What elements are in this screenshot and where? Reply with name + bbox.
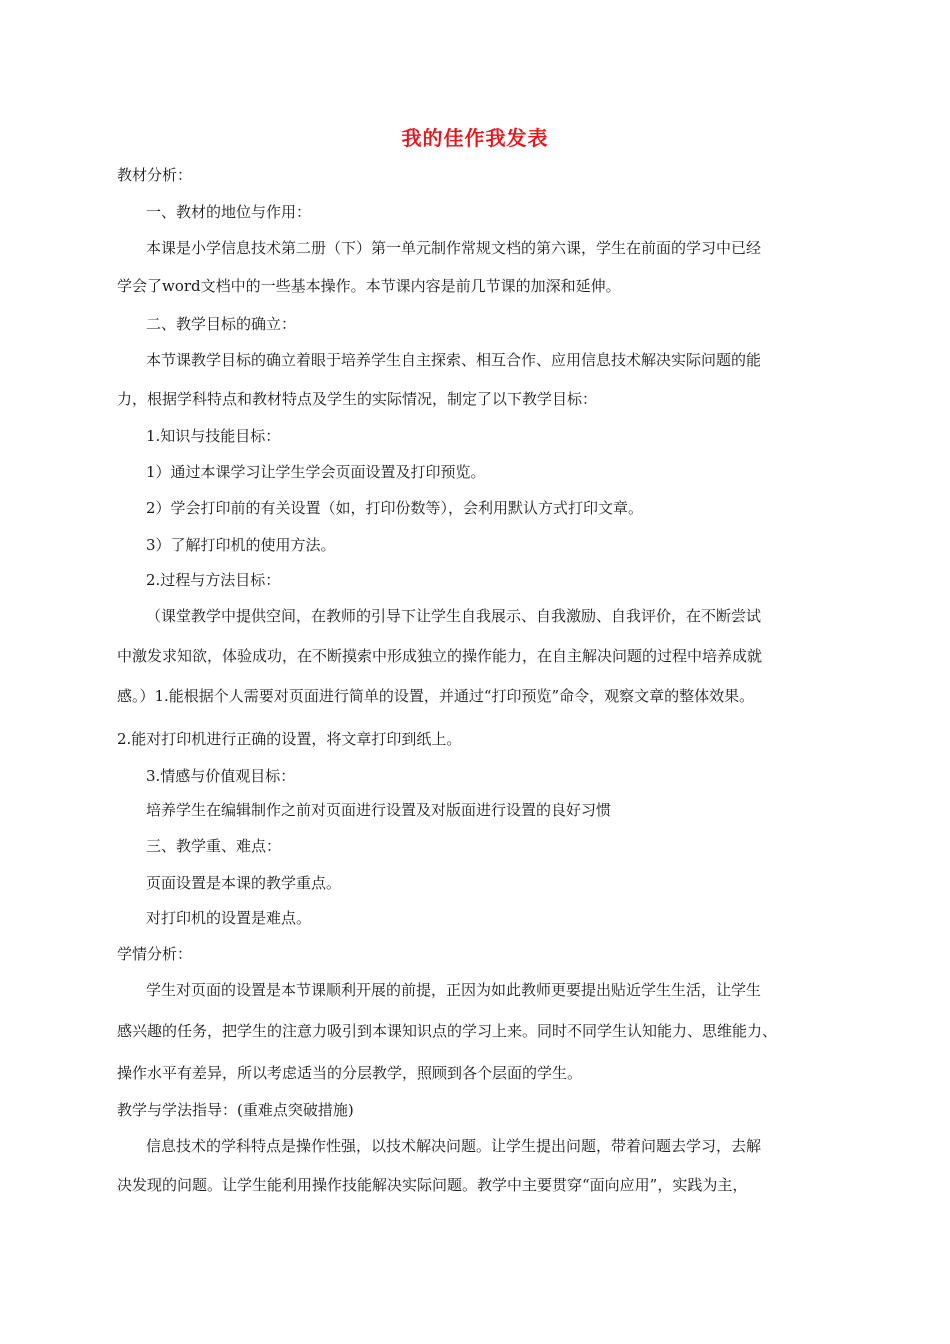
paragraph-line: 学生对页面的设置是本节课顺利开展的前提，正因为如此教师更要提出贴近学生生活，让学生 — [146, 981, 762, 999]
paragraph-line: 感兴趣的任务，把学生的注意力吸引到本课知识点的学习上来。同时不同学生认知能力、思维能力、 — [117, 1022, 778, 1040]
subheading-key-points: 三、教学重、难点： — [146, 837, 282, 855]
section-heading-student-analysis: 学情分析： — [117, 945, 193, 963]
paragraph-line: 本课是小学信息技术第二册（下）第一单元制作常规文档的第六课，学生在前面的学习中已经 — [146, 239, 762, 257]
paragraph-line: 操作水平有差异，所以考虑适当的分层教学，照顾到各个层面的学生。 — [117, 1064, 583, 1082]
paragraph-line: 对打印机的设置是难点。 — [146, 909, 312, 927]
section-heading-teaching-methods: 教学与学法指导：(重难点突破措施) — [117, 1101, 354, 1119]
paragraph-line: 力，根据学科特点和教材特点及学生的实际情况，制定了以下教学目标： — [117, 390, 598, 408]
document-title: 我的佳作我发表 — [401, 126, 549, 150]
goal-heading-process: 2.过程与方法目标： — [146, 571, 281, 589]
paragraph-line: 决发现的问题。让学生能利用操作技能解决实际问题。教学中主要贯穿“面向应用”，实践为主， — [117, 1176, 748, 1194]
goal-heading-knowledge: 1.知识与技能目标： — [146, 427, 281, 445]
paragraph-line: 2.能对打印机进行正确的设置，将文章打印到纸上。 — [117, 730, 462, 748]
subheading-teaching-goals: 二、教学目标的确立： — [146, 315, 297, 333]
paragraph-line: 页面设置是本课的教学重点。 — [146, 874, 342, 892]
paragraph-line: 本节课教学目标的确立着眼于培养学生自主探索、相互合作、应用信息技术解决实际问题的能 — [146, 351, 762, 369]
goal-item: 3）了解打印机的使用方法。 — [146, 536, 336, 554]
paragraph-line: 培养学生在编辑制作之前对页面进行设置及对版面进行设置的良好习惯 — [146, 801, 612, 819]
paragraph-line: （课堂教学中提供空间，在教师的引导下让学生自我展示、自我激励、自我评价，在不断尝试 — [146, 607, 762, 625]
subheading-textbook-role: 一、教材的地位与作用： — [146, 203, 312, 221]
paragraph-line: 感。）1.能根据个人需要对页面进行简单的设置，并通过“打印预览”命令，观察文章的整体效果。 — [117, 687, 755, 705]
paragraph-line: 信息技术的学科特点是操作性强，以技术解决问题。让学生提出问题，带着问题去学习，去解 — [146, 1137, 762, 1155]
goal-item: 1）通过本课学习让学生学会页面设置及打印预览。 — [146, 463, 486, 481]
section-heading-textbook-analysis: 教材分析： — [117, 166, 193, 184]
goal-heading-values: 3.情感与价值观目标： — [146, 767, 296, 785]
paragraph-line: 学会了word文档中的一些基本操作。本节课内容是前几节课的加深和延伸。 — [117, 277, 621, 295]
paragraph-line: 中激发求知欲，体验成功，在不断摸索中形成独立的操作能力，在自主解决问题的过程中培养成就 — [117, 647, 763, 665]
goal-item: 2）学会打印前的有关设置（如，打印份数等），会利用默认方式打印文章。 — [146, 499, 644, 517]
